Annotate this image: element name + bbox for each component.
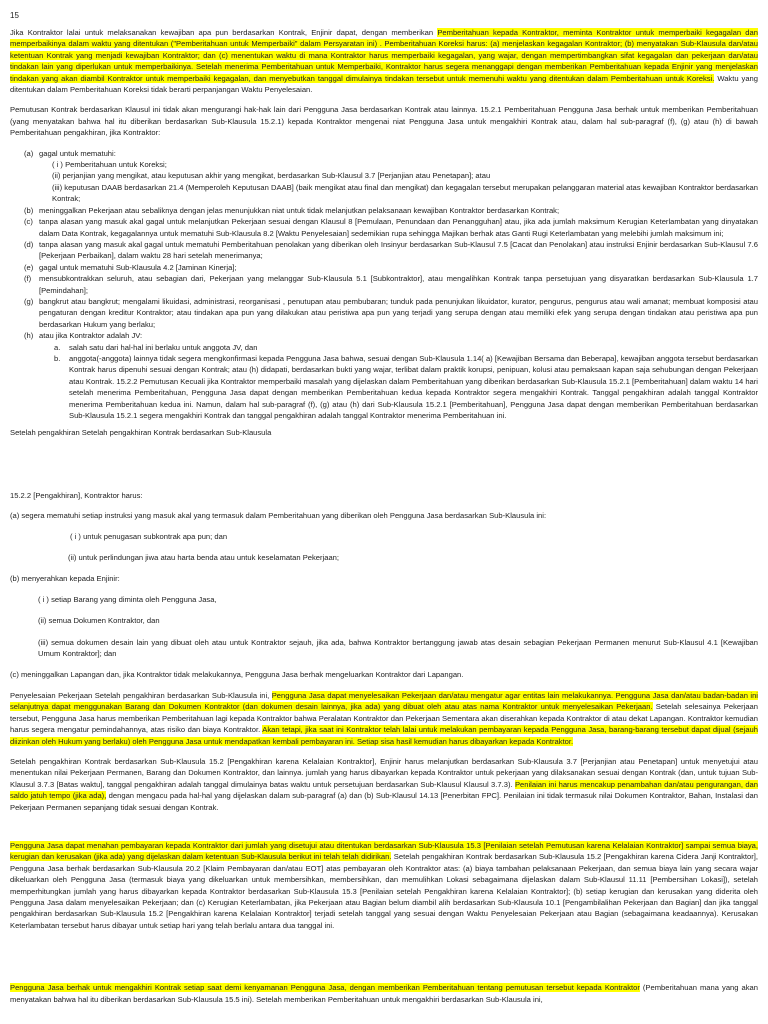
paragraph-withhold-payment xyxy=(10,840,758,931)
list-item-d xyxy=(24,239,758,262)
text-run: (Pemberitahuan mana yang akan menyatakan bahwa hal itu diberikan berdasarkan Sub-Klausula 15.5 ini). Setelah memberikan Pemberitahuan untuk mengakhiri berdasarkan Sub-Klausula ini, xyxy=(10,983,758,1004)
list-item-text: meninggalkan Pekerjaan atau sebaliknya dengan jelas menunjukkan niat untuk tidak melanjutkan pelaksanaan kewajiban Kontraktor berdasarkan Kontrak; xyxy=(39,205,560,215)
obligation-b-ii: (ii) semua Dokumen Kontraktor, dan xyxy=(38,616,160,626)
sub-item-b xyxy=(54,353,758,421)
list-marker: (c) xyxy=(24,217,33,227)
list-item-text: tanpa alasan yang masuk akal gagal untuk melanjutkan Pekerjaan sesuai dengan Klausul 8 [Pemulaan, Penundaan dan Penangguhan] atau, jika ada jumlah maksimum Kerugian Keterlambatan yang dinyatakan dalam Data Kontrak, kegagalannya untuk mematuhi Sub-Klausula 8.2 [Waktu Penyelesaian] sedemikian rupa sehingga Majikan berhak atas Ganti Rugi Keterlambatan yang melebihi jumlah maksimum ini; xyxy=(39,217,758,238)
highlighted-text: Penilaian ini harus mencakup penambahan dan/atau pengurangan, dan saldo jatuh tempo (jika ada), xyxy=(10,779,759,801)
spacer xyxy=(10,448,758,490)
list-item-text: salah satu dari hal-hal ini berlaku untuk anggota JV, dan xyxy=(69,342,258,352)
page-number: 15 xyxy=(10,11,19,20)
highlighted-text: Pengguna Jasa dapat menyelesaikan Pekerjaan dan/atau mengatur agar entitas lain melakukannya. Pengguna Jasa dan/atau badan-badan ini selanjutnya dapat menggunakan Barang dan Dokumen Kontraktor (dan dokumen desain lainnya, jika ada) yang dibuat oleh atau atas nama Kontraktor untuk menyelesaikan Pekerjaan. xyxy=(10,690,758,712)
list-item-g xyxy=(24,296,758,330)
paragraph-completion-of-works xyxy=(10,690,758,747)
text-run: Jika Kontraktor lalai untuk melaksanakan kewajiban apa pun berdasarkan Kontrak, Enjinir dapat, dengan memberikan xyxy=(10,28,438,37)
list-item-text: gagal untuk mematuhi Sub-Klausula 4.2 [Jaminan Kinerja]; xyxy=(39,262,237,272)
highlighted-text: Pengguna Jasa berhak untuk mengakhiri Kontrak setiap saat demi kenyamanan Pengguna Jasa, dengan memberikan Pemberitahuan tentang pemutusan tersebut kepada Kontraktor xyxy=(10,983,640,993)
obligation-b-i: ( i ) setiap Barang yang diminta oleh Pengguna Jasa, xyxy=(38,594,217,604)
text-run: Waktu yang ditentukan dalam Pemberitahuan Koreksi tidak berarti perpanjangan Waktu Penyelesaian. xyxy=(10,73,758,95)
list-marker: (g) xyxy=(24,296,34,306)
text-run: Setelah pengakhiran Kontrak berdasarkan Sub-Klausula 15.2 [Pengakhiran karena Kelalaian Kontraktor], Enjinir harus melanjutkan berdasarkan Sub-Klausula 3.7 [Perjanjian atau Penetapan] untuk menyetujui atau menentukan nilai Pekerjaan Permanen, Barang dan Dokumen Kontraktor, dan lainnya. jumlah yang harus dibayarkan kepada Kontraktor untuk pekerjaan yang dilaksanakan sesuai dengan Kontrak (dan, untuk tujuan Sub-Klausul 3.7.3 [Batas waktu], tanggal pengakhiran adalah tanggal dimulainya batas waktu untuk persetujuan berdasarkan Sub-Klausul Klausul 3.7.3). xyxy=(10,756,758,789)
list-item-text: atau jika Kontraktor adalah JV: xyxy=(39,331,143,341)
document-body xyxy=(10,27,758,1014)
list-marker: b. xyxy=(54,353,61,363)
list-item-text: mensubkontrakkan seluruh, atau sebagian dari, Pekerjaan yang melanggar Sub-Klausula 5.1 [Subkontraktor], atau mengalihkan Kontrak tanpa persetujuan yang disyaratkan berdasarkan Sub-Klausula 1.7 [Pemindahan]; xyxy=(39,274,758,295)
list-marker: (b) xyxy=(24,205,34,215)
list-item-h xyxy=(24,330,758,341)
highlighted-text: Akan tetapi, jika saat ini Kontraktor telah lalai untuk melakukan pembayaran kepada Pengguna Jasa, barang-barang tersebut dapat dijual (sejauh diizinkan oleh Hukum yang berlaku) oleh Pengguna Jasa untuk mendapatkan kembali pembayaran ini. Setiap sisa hasil kemudian harus dibayarkan kepada Kontraktor. xyxy=(10,725,758,746)
paragraph-obligation-c: (c) meninggalkan Lapangan dan, jika Kontraktor tidak melakukannya, Pengguna Jasa berhak mengeluarkan Kontraktor dari Lapangan. xyxy=(10,670,464,680)
text-run: Penyelesaian Pekerjaan Setelah pengakhiran berdasarkan Sub-Klausula ini, xyxy=(10,690,272,700)
sub-item-iii: (iii) keputusan DAAB berdasarkan 21.4 (Memperoleh Keputusan DAAB] (baik mengikat atau final dan mengikat) dan kegagalan tersebut merupakan pelanggaran material atas kewajiban Kontraktor berdasarkan Kontrak; xyxy=(52,182,758,204)
list-item-text: anggota(-anggota) lainnya tidak segera mengkonfirmasi kepada Pengguna Jasa bahwa, sesuai dengan Sub-Klausula 1.14( a) [Kewajiban Bersama dan Beberapa], kewajiban anggota tersebut berdasarkan Kontrak harus dipenuhi sesuai dengan Kontrak; atau (h) didapati, berdasarkan bukti yang wajar, terlibat dalam praktik korupsi, penipuan, kolusi atau pemaksaan kapan saja sehubungan dengan Pekerjaan atau Kontrak. 15.2.2 Pemutusan Kecuali jika Kontraktor memperbaiki masalah yang dijelaskan dalam Pemberitahuan yang diberikan berdasarkan Sub-Klausula 15.2.1 [Pemberitahuan] dalam waktu 14 hari setelah menerima Pemberitahuan, Pengguna Jasa dapat dengan memberikan Pemberitahuan kedua kepada Kontraktor segera mengakhiri Kontrak. Tanggal pengakhiran adalah tanggal Kontraktor menerima Pemberitahuan kedua ini. Namun, dalam hal sub-paragraf (f), (g) atau (h) dari Sub-Klausula 15.2.1 [Pemberitahuan], Pengguna Jasa dapat dengan memberikan Pemberitahuan berdasarkan Sub-Klausula 15.2.1 segera mengakhiri Kontrak dan tanggal pengakhiran adalah tanggal Kontraktor menerima Pemberitahuan ini. xyxy=(69,353,758,420)
paragraph-valuation xyxy=(10,756,758,813)
list-marker: (h) xyxy=(24,331,34,341)
sub-item-a xyxy=(54,342,758,353)
list-item-text: gagal untuk mematuhi: xyxy=(39,148,116,158)
list-marker: (d) xyxy=(24,239,34,249)
list-item-a xyxy=(24,148,758,159)
list-item-text: tanpa alasan yang masuk akal gagal untuk mematuhi Pemberitahuan penolakan yang diberikan oleh Insinyur berdasarkan Sub-Klausul 7.5 [Cacat dan Penolakan] atau instruksi Enjinir berdasarkan Sub-Klausul 7.6 [Pekerjaan Perbaikan], dalam waktu 28 hari setelah menerimanya; xyxy=(39,239,758,261)
sub-item-i: ( i ) Pemberitahuan untuk Koreksi; xyxy=(52,160,167,170)
list-item-text: bangkrut atau bangkrut; mengalami likuidasi, administrasi, reorganisasi , penutupan atau pembubaran; tunduk pada penunjukan likuidator, kurator, pengurus, pengurus atau wali amanat; membuat komposisi atau pengaturan dengan kreditur Kontraktor; atau tindakan apa pun yang dilakukan atau peristiwa apa pun yang terjadi yang serupa dengan atau memiliki efek yang serupa dengan tindakan atau peristiwa apa pun berdasarkan Hukum yang berlaku; xyxy=(39,296,758,329)
list-marker: (f) xyxy=(24,274,32,284)
list-item-c xyxy=(24,216,758,239)
paragraph-obligation-b: (b) menyerahkan kepada Enjinir: xyxy=(10,574,120,584)
sub-item-ii: (ii) perjanjian yang mengikat, atau keputusan akhir yang mengikat, berdasarkan Sub-Klausul 3.7 [Perjanjian atau Penetapan]; atau xyxy=(52,171,491,181)
text-run: Setelah selesainya Pekerjaan tersebut, Pengguna Jasa harus memberikan Pemberitahuan lagi kepada Kontraktor bahwa Peralatan Kontraktor dan Pekerjaan Sementara akan diserahkan kepada Kontraktor di atau dekat Lapangan. Kontraktor kemudian harus segera mengatur pemindahannya, atas risiko dan biaya Kontraktor. xyxy=(10,702,758,735)
list-marker: a. xyxy=(54,342,61,352)
paragraph-obligation-a: (a) segera mematuhi setiap instruksi yang masuk akal yang termasuk dalam Pemberitahuan yang diberikan oleh Pengguna Jasa berdasarkan Sub-Klausula ini: xyxy=(10,511,547,521)
termination-grounds-list xyxy=(24,148,758,422)
obligation-a-ii: (ii) untuk perlindungan jiwa atau harta benda atau untuk keselamatan Pekerjaan; xyxy=(68,553,340,563)
spacer xyxy=(10,940,758,982)
list-item-b xyxy=(24,205,758,216)
paragraph-clause-15-2-2: 15.2.2 [Pengakhiran], Kontraktor harus: xyxy=(10,490,143,500)
paragraph-termination-for-convenience xyxy=(10,982,758,1005)
highlighted-text: Pengguna Jasa dapat menahan pembayaran kepada Kontraktor dari jumlah yang disetujui atau ditentukan berdasarkan Sub-Klausula 15.3 [Penilaian setelah Pemutusan karena Kelalaian Kontraktor] sampai semua biaya, kerugian dan kerusakan (jika ada) yang dijelaskan dalam ketentuan Sub-Klausula berikut ini telah telah didirikan. xyxy=(10,840,758,862)
obligation-a-i: ( i ) untuk penugasan subkontrak apa pun; dan xyxy=(70,531,228,541)
paragraph-correction-notice xyxy=(10,27,758,95)
text-run: dengan mengacu pada hal-hal yang dijelaskan dalam sub-paragraf (a) dan (b) Sub-Klausul 14.13 [Penerbitan FPC]. Penilaian ini tidak termasuk nilai Dokumen Kontraktor, Bahan, Instalasi dan Pekerjaan Permanen sepanjang tidak sesuai dengan Kontrak. xyxy=(10,791,758,812)
spacer xyxy=(10,822,758,840)
list-marker: (a) xyxy=(24,148,34,158)
text-run: Setelah pengakhiran Kontrak berdasarkan Sub-Klausula 15.2 [Pengakhiran karena Cidera Janji Kontraktor], Pengguna Jasa berhak berdasarkan Sub-Klausula 20.2 [Klaim Pembayaran dan/atau EOT] atas pembayaran oleh Kontraktor atas: (a) biaya tambahan pelaksanaan Pekerjaan, dan semua biaya lain yang secara wajar dikeluarkan oleh Pengguna Jasa (termasuk biaya yang dikeluarkan untuk membersihkan, membersihkan, dan memulihkan Lokasi sebagaimana dijelaskan dalam Sub-Klausul 11.11 [Pembersihan Lokasi]), setelah memperhitungkan jumlah yang harus dibayarkan kepada Kontraktor berdasarkan Sub-Klausula 15.3 [Penilaian setelah Pengakhiran karena Kelalaian Kontraktor]; (b) setiap kerugian dan kerusakan yang diderita oleh Pengguna Jasa dalam menyelesaikan Pekerjaan; dan (c) Kerugian Keterlambatan, jika Pekerjaan atau Bagian belum diambil alih berdasarkan Sub-Klausula 10.1 [Pengambilalihan Pekerjaan dan Bagian] dan jika tanggal pengakhiran berdasarkan Sub-Klausula 15.2 [Pengakhiran karena Kelalaian Kontraktor] terjadi setelah tanggal yang sesuai dengan Waktu Penyelesaian Pekerjaan atau Bagian (sebagaimana keadaannya). Kerusakan Keterlambatan tersebut harus dibayar untuk setiap hari yang telah berlalu antara dua tanggal ini. xyxy=(10,852,759,930)
list-item-f xyxy=(24,273,758,296)
obligation-b-iii: (iii) semua dokumen desain lain yang dibuat oleh atau untuk Kontraktor sejauh, jika ada, bahwa Kontraktor bertanggung jawab atas desain sebagian Pekerjaan Permanen menurut Sub-Klausul 4.1 [Kewajiban Umum Kontraktor]; dan xyxy=(38,637,758,659)
list-marker: (e) xyxy=(24,262,34,272)
list-item-e xyxy=(24,262,758,273)
paragraph-termination-notice: Pemutusan Kontrak berdasarkan Klausul ini tidak akan mengurangi hak-hak lain dari Pengguna Jasa berdasarkan Kontrak atau lainnya. 15.2.1 Pemberitahuan Pengguna Jasa berhak untuk memberikan Pemberitahuan (yang menyatakan bahwa hal itu diberikan berdasarkan Sub-Klausula 15.2.1) kepada Kontraktor mengenai niat Pengguna Jasa untuk mengakhiri Kontrak atau, dalam hal sub-paragraf (f), (g) atau (h) di bawah Pemberitahuan pengakhiran, jika Kontraktor: xyxy=(10,105,758,138)
highlighted-text: Pemberitahuan kepada Kontraktor, meminta Kontraktor untuk memperbaiki kegagalan dan memperbaikinya dalam waktu yang ditentukan ("Pemberitahuan untuk Memperbaiki" dalam Persyaratan ini) . Pemberitahuan Koreksi harus: (a) menjelaskan kegagalan Kontraktor; (b) menyatakan Sub-Klausula dan/atau ketentuan Kontrak yang menjadi kewajiban Kontraktor; dan (c) menentukan waktu di mana Kontraktor harus memperbaiki kegagalan, yang wajar, dengan mempertimbangkan sifat kegagalan dan pekerjaan dan/atau tindakan lain yang diperlukan untuk memperbaikinya. Setelah menerima Pemberitahuan untuk Memperbaiki, Kontraktor harus segera menanggapi dengan memberikan Pemberitahuan kepada Enjinir yang menjelaskan tindakan yang akan diambil Kontraktor untuk memperbaiki kegagalan, dan menyebutkan tanggal dimulainya tindakan tersebut untuk memenuhi waktu yang ditentukan dalam Pemberitahuan untuk Koreksi. xyxy=(10,28,758,83)
paragraph-after-termination: Setelah pengakhiran Setelah pengakhiran Kontrak berdasarkan Sub-Klausula xyxy=(10,428,272,438)
